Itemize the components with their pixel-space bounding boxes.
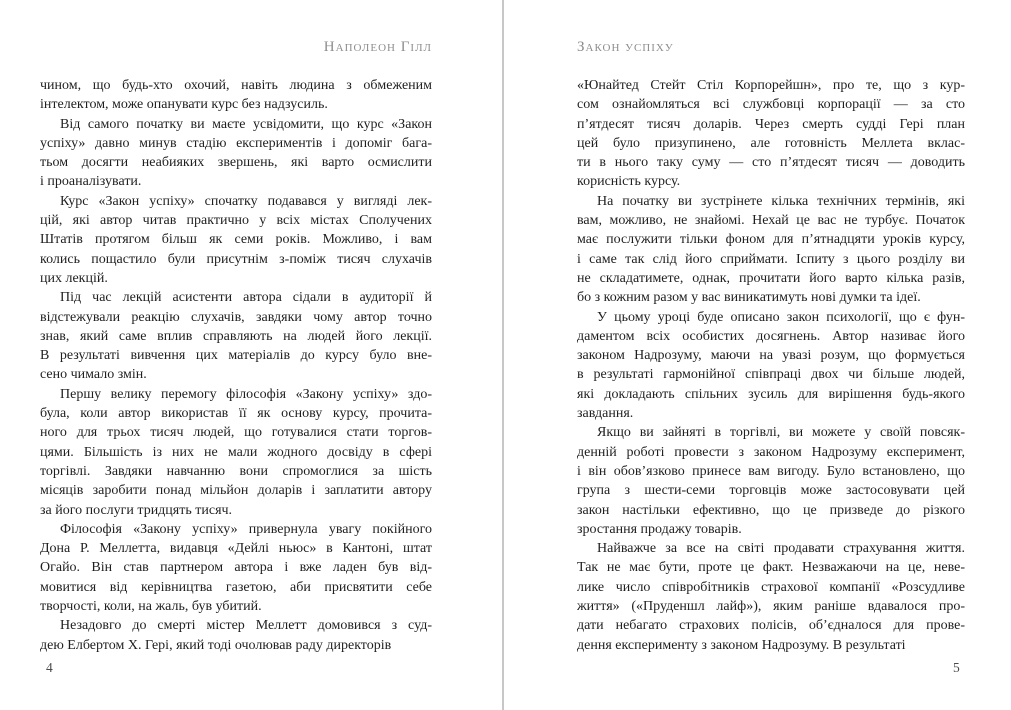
text-line: творчості, коли, на жаль, був убитий.	[40, 599, 262, 615]
text-line: ного для трьох тисяч людей, що готувалися стати торгов-	[40, 425, 432, 441]
text-line: цій, які автор читав практично у всіх містах Сполучених	[40, 213, 432, 229]
text-line: інтелектом, може опанувати курс без надзусиль.	[40, 97, 328, 113]
text-line: завдання.	[577, 406, 634, 422]
text-line: знав, який саме вплив справляють на людей його лекції.	[40, 328, 432, 344]
text-line: дею Елбертом Х. Гері, який тоді очолював раду директорів	[40, 637, 392, 653]
text-line: відстежували реакцію слухачів, завдяки чому автор точно	[40, 309, 432, 325]
running-header-title: Закон успіху	[577, 39, 674, 55]
page-divider	[502, 0, 504, 710]
text-line: п’ятдесят тисяч доларів. Через смерть судді Гері план	[577, 116, 965, 132]
text-line: законом Надрозуму, маючи на увазі розум, що формується	[577, 348, 965, 364]
paragraph	[577, 539, 965, 655]
paragraph	[40, 76, 432, 115]
text-line: Найважче за все на світі продавати страхування життя.	[597, 541, 965, 557]
running-header-author: Наполеон Гілл	[323, 39, 432, 55]
text-line: і проаналізувати.	[40, 174, 142, 190]
text-line: Незадовго до смерті містер Меллетт домовився з суд-	[60, 618, 432, 634]
paragraph	[577, 192, 965, 308]
text-line: денній роботі провести з законом Надрозуму експеримент,	[577, 444, 965, 460]
text-line: закон настільки ефективно, що це призведе до різкого	[577, 502, 965, 518]
text-line: цей було призупинено, але готовність Меллета вклас-	[577, 135, 965, 151]
text-line: «Юнайтед Стейт Стіл Корпорейшн», про те, що з кур-	[577, 78, 965, 93]
text-line: бо з кожним разом у вас виникатимуть нові думки та ідеї.	[577, 290, 921, 306]
text-line: корисність курсу.	[577, 174, 681, 190]
paragraph	[40, 115, 432, 192]
text-line: за його послуги тридцять тисяч.	[40, 502, 233, 518]
text-line: в результаті гармонійної співпраці двох чи більше людей,	[577, 367, 965, 383]
page-number-right: 5	[953, 660, 960, 675]
text-line: Якщо ви зайняті в торгівлі, ви можете у своїй повсяк-	[597, 425, 965, 441]
text-line: життя» («Пруденшл лайф»), яким раніше вдавалося про-	[577, 599, 965, 615]
text-line: Штатів протягом більш як семи років. Можливо, і вам	[40, 232, 432, 248]
page-body	[40, 76, 432, 655]
text-line: і саме так слід його сприймати. Іспиту з цього розділу ви	[577, 251, 965, 267]
paragraph	[577, 76, 965, 192]
text-line: цих лекцій.	[40, 270, 108, 286]
text-line: В результаті вивчення цих матеріалів до курсу було вне-	[40, 348, 432, 364]
paragraph	[40, 616, 432, 655]
text-line: колись пощастило були присутнім з-поміж тисяч слухачів	[40, 251, 432, 267]
text-line: місяців заробити понад мільйон доларів і заплатити автору	[40, 483, 432, 499]
text-line: лике число співробітників страхової компанії «Розсудливе	[577, 579, 965, 595]
text-line: має послужити тільки фоном для п’ятнадцяти уроків курсу,	[577, 232, 965, 248]
text-line: ти в нього таку суму — сто п’ятдесят тисяч — доводить	[577, 155, 965, 171]
text-line: була, коли автор використав її як основу курсу, прочита-	[40, 406, 432, 422]
text-line: Курс «Закон успіху» спочатку подавався у вигляді лек-	[60, 193, 432, 209]
text-line: Під час лекцій асистенти автора сідали в аудиторії й	[60, 290, 432, 306]
paragraph	[40, 192, 432, 288]
text-line: Від самого початку ви маєте усвідомити, що курс «Закон	[60, 116, 432, 132]
left-page	[40, 36, 432, 655]
page-body	[577, 76, 965, 655]
paragraph	[577, 308, 965, 424]
paragraph	[40, 385, 432, 520]
right-page	[577, 36, 965, 655]
text-line: Так не має бути, проте це факт. Незважаючи на це, неве-	[577, 560, 965, 576]
text-line: Філософія «Закону успіху» привернула увагу покійного	[60, 521, 432, 537]
text-line: Першу велику перемогу філософія «Закону успіху» здо-	[60, 386, 432, 402]
page-number-left: 4	[46, 660, 53, 675]
text-line: дати небагато страхових полісів, об’єдналося для прове-	[577, 618, 965, 634]
text-line: група з шести-семи торговців може застосовувати цей	[577, 483, 965, 499]
text-line: мовитися від керівництва газетою, аби присвятити себе	[40, 579, 432, 595]
text-line: не складатимете, однак, прочитати його варто кілька разів,	[577, 270, 965, 286]
text-line: зростання продажу товарів.	[577, 521, 742, 537]
text-line: сено чимало змін.	[40, 367, 147, 383]
text-line: тьом досягти неабияких звершень, які варто осмислити	[40, 155, 432, 171]
paragraph	[40, 288, 432, 384]
text-line: У цьому уроці буде описано закон психології, що є фун-	[597, 309, 965, 325]
text-line: успіху» давно минув стадію експериментів і допоміг бага-	[40, 135, 432, 151]
paragraph	[40, 520, 432, 616]
text-line: цями. Більшість із них не мали жодного досвіду в сфері	[40, 444, 432, 460]
text-line: Огайо. Він став партнером автора і вже ладен був від-	[40, 560, 432, 576]
text-line: торгівлі. Завдяки навчанню вони спромоглися за шість	[40, 463, 432, 479]
text-line: які докладають спільних зусиль для вирішення будь-якого	[577, 386, 965, 402]
text-line: сом ознайомляться всі службовці корпорації — за сто	[577, 97, 965, 113]
text-line: даментом всіх особистих досягнень. Автор називає його	[577, 328, 965, 344]
text-line: На початку ви зустрінете кілька технічних термінів, які	[597, 193, 965, 209]
text-line: і він обов’язково принесе вам вигоду. Було встановлено, що	[577, 463, 965, 479]
text-line: дення експерименту з законом Надрозуму. В результаті	[577, 637, 906, 653]
text-line: вам, можливо, не знайомі. Нехай це вас не турбує. Початок	[577, 213, 965, 229]
paragraph	[577, 423, 965, 539]
text-line: чином, що будь-хто охочий, навіть людина з обмеженим	[40, 78, 432, 93]
text-line: Дона Р. Меллетта, видавця «Дейлі ньюс» в Кантоні, штат	[40, 541, 432, 557]
